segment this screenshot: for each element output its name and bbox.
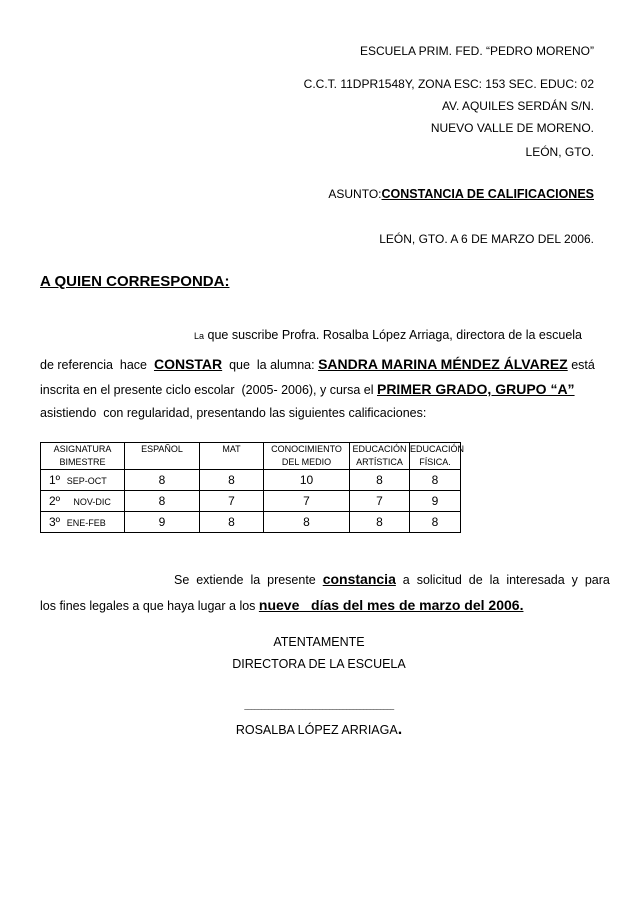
subject-line <box>328 187 594 202</box>
grade-cell: 9 <box>410 491 461 512</box>
body-line-1 <box>194 327 582 344</box>
grade-cell: 7 <box>200 491 264 512</box>
grade-cell: 8 <box>200 470 264 491</box>
closing-line-1 <box>174 571 610 588</box>
student-name: SANDRA MARINA MÉNDEZ ÁLVAREZ <box>318 356 568 372</box>
grades-table <box>40 442 465 533</box>
body-line-3-text: inscrita en el presente ciclo escolar (2005- 2006), y cursa el <box>40 383 377 397</box>
constar-word: CONSTAR <box>153 356 223 372</box>
grade-cell: 9 <box>125 512 200 533</box>
body-line-2-text-c: está <box>567 358 595 372</box>
header-cell: BIMESTRE <box>41 456 125 470</box>
school-cct: C.C.T. 11DPR1548Y, ZONA ESC: 153 SEC. EDUC: 02 <box>303 77 594 91</box>
constancia-word: constancia <box>322 571 396 587</box>
school-address: AV. AQUILES SERDÁN S/N. <box>441 99 594 113</box>
body-line-2-text-a: de referencia hace <box>40 358 154 372</box>
grade-cell: 8 <box>410 512 461 533</box>
bimester-cell <box>41 491 125 512</box>
school-city: LEÓN, GTO. <box>525 145 594 159</box>
grade-cell: 7 <box>264 491 350 512</box>
grade-cell: 8 <box>125 470 200 491</box>
grade-cell: 8 <box>125 491 200 512</box>
signatory-name: ROSALBA LÓPEZ ARRIAGA <box>235 723 398 737</box>
header-cell: DEL MEDIO <box>264 456 350 470</box>
grade-cell: 8 <box>410 470 461 491</box>
grade-cell: 7 <box>350 491 410 512</box>
table-row <box>41 470 461 491</box>
bimester-period: NOV-DIC <box>73 497 111 507</box>
header-cell: EDUCACIÓN <box>350 443 410 457</box>
header-cell: MAT <box>200 443 264 457</box>
body-la: La <box>194 331 205 341</box>
grade-cell: 8 <box>350 470 410 491</box>
body-line-3 <box>40 381 575 398</box>
bimester-cell <box>41 512 125 533</box>
bimester-ordinal: 3º <box>49 515 61 529</box>
body-line-4: asistiendo con regularidad, presentando las siguientes calificaciones: <box>40 406 427 420</box>
grade-cell: 8 <box>200 512 264 533</box>
header-cell: ASIGNATURA <box>41 443 125 457</box>
subject-label: ASUNTO: <box>328 187 382 201</box>
closing-line-1-text-a: Se extiende la presente <box>174 573 323 587</box>
table-row <box>41 512 461 533</box>
header-cell: CONOCIMIENTO <box>264 443 350 457</box>
grade-group: PRIMER GRADO, GRUPO “A” <box>376 381 575 397</box>
atentamente: ATENTAMENTE <box>273 635 365 649</box>
bimester-period: SEP-OCT <box>66 476 107 486</box>
grade-cell: 8 <box>350 512 410 533</box>
closing-date-words: nueve días del mes de marzo del 2006. <box>258 597 524 613</box>
header-cell <box>200 456 264 470</box>
school-locality: NUEVO VALLE DE MORENO. <box>430 121 594 135</box>
bimester-ordinal: 2º <box>49 494 61 508</box>
signatory-role: DIRECTORA DE LA ESCUELA <box>232 657 406 671</box>
date-line: LEÓN, GTO. A 6 DE MARZO DEL 2006. <box>379 232 594 246</box>
header-cell: ESPAÑOL <box>125 443 200 457</box>
school-name: ESCUELA PRIM. FED. “PEDRO MORENO” <box>359 44 594 58</box>
header-cell: ARTÍSTICA <box>350 456 410 470</box>
body-line-1-text: que suscribe Profra. Rosalba López Arriaga, directora de la escuela <box>204 328 583 342</box>
table-header-row-bottom <box>41 456 461 470</box>
subject-value: CONSTANCIA DE CALIFICACIONES <box>381 187 594 201</box>
header-cell: EDUCACIÓN <box>410 444 465 454</box>
header-cell: FÍSICA. <box>410 456 461 470</box>
header-cell <box>125 456 200 470</box>
table-header-row-top <box>41 443 461 457</box>
bimester-cell <box>41 470 125 491</box>
grade-cell: 8 <box>264 512 350 533</box>
signatory-name-line <box>0 722 638 738</box>
salutation: A QUIEN CORRESPONDA: <box>40 273 230 290</box>
closing-line-2 <box>40 597 523 614</box>
bimester-ordinal: 1º <box>49 473 61 487</box>
closing-line-1-text-b: a solicitud de la interesada y para <box>395 573 610 587</box>
signatory-dot: . <box>397 721 403 738</box>
body-line-2-text-b: que la alumna: <box>222 358 319 372</box>
body-line-2 <box>40 356 596 373</box>
grade-cell: 10 <box>264 470 350 491</box>
table-row <box>41 491 461 512</box>
closing-line-2-text: los fines legales a que haya lugar a los <box>40 599 259 613</box>
bimester-period: ENE-FEB <box>66 518 106 528</box>
signature-line: ____________________________________________ <box>244 703 394 710</box>
